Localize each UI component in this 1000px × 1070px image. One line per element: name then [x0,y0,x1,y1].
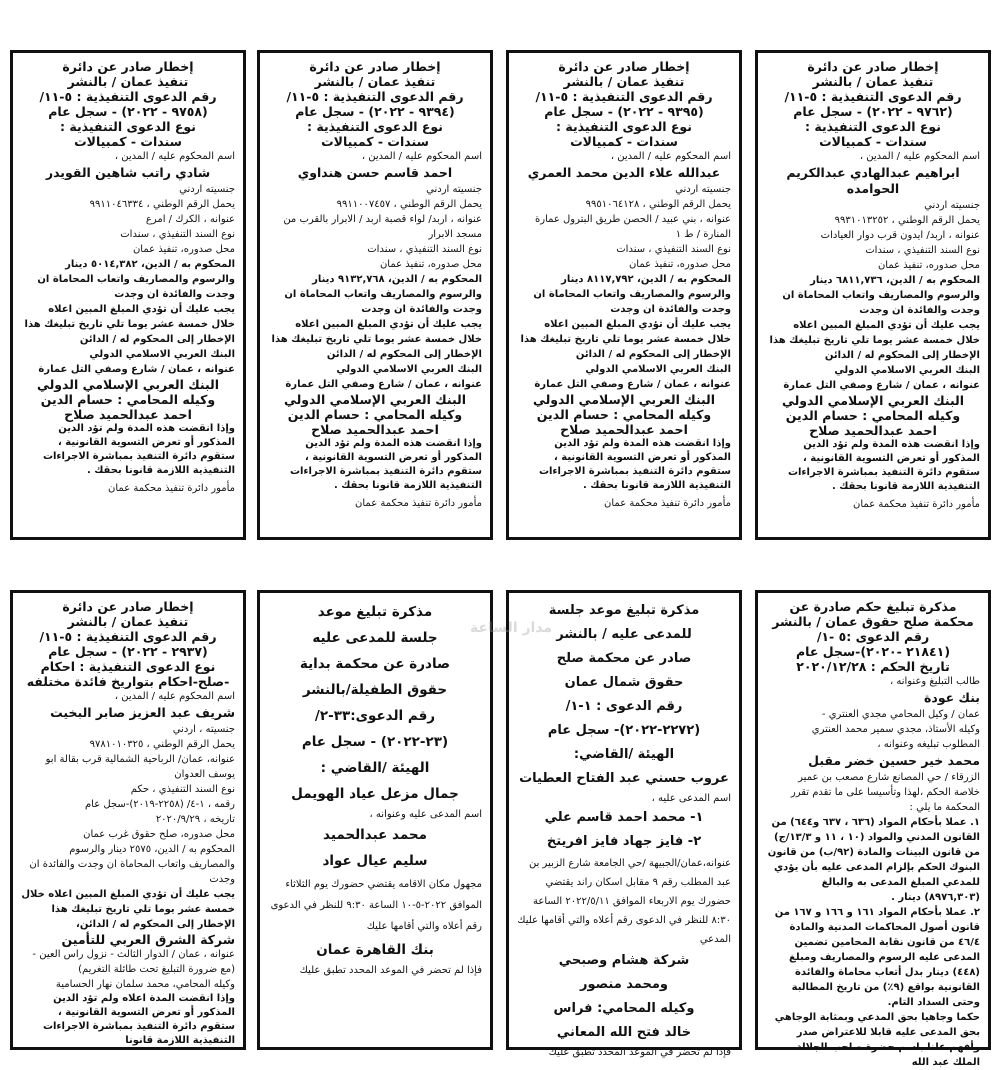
debtor-name: عبدالله علاء الدين محمد العمري [527,165,721,180]
notice-line: عنوانه ، عمان / شارع وصفي التل عمارة [783,380,980,391]
notice-line: يحمل الرقم الوطني ، ٩٩٥١٠٦٤١٢٨ [585,199,731,210]
notice-line: محل صدوره، تنفيذ عمان [877,260,980,271]
notice-line: يجب عليك أن تؤدي المبلغ المبين اعلاه [544,319,731,330]
hearing2-header: جلسة للمدعى عليه [312,630,438,646]
hearing2-header: حقوق الطفيلة/بالنشر [302,682,448,698]
debtor-name: احمد قاسم حسن هنداوي [297,165,453,180]
notice-line: المحكوم به / الدين، ٨١١٧,٧٩٢ دينار والرسوم والمصاريف واتعاب المحاماة ان وجدت والفائدة ان وجدت [533,274,731,315]
hearing-header: (٢٢٧٢-٢٠٢٢)- سجل عام [547,723,701,738]
hearing-defendants-label: اسم المدعى عليه ، [651,793,731,804]
notice-line: خلال خمسة عشر يوما تلي تاريخ تبليغك هذا الإخطار إلى المحكوم له / الدائن [271,334,482,360]
bl-header: رقم الدعوى التنفيذية : ٥-١١/ [39,629,217,644]
creditor-name: البنك العربي الإسلامي الدولي [283,392,467,407]
notice-header: إخطار صادر عن دائرة [807,59,939,74]
closing-text: وإذا انقضت هذه المدة ولم تؤد الدين المذكور أو تعرض التسوية القانونية ، ستقوم دائرة التنفيذ بمباشرة الاجراءات التنفيذية اللازمة قانونا بحقك . [538,438,731,491]
hearing2-header: رقم الدعوى:٣٣-٢/ [314,708,436,724]
notice-line: جنسيته اردني [426,184,482,195]
signature: مأمور دائرة تنفيذ محكمة عمان [853,499,980,510]
notice-header: تنفيذ عمان / بالنشر [812,74,934,89]
notice-header: (٩٣٩٥ - ٢٠٢٢) - سجل عام [544,104,704,119]
notice-line: خلال خمسة عشر يوما تلي تاريخ تبليغك هذا الإخطار إلى المحكوم له / الدائن [24,319,235,345]
notice-line: عنوانه ، اربد/ لواء قصبة اربد / الابرار بالقرب من مسجد الابرار [283,214,482,240]
hearing-plaintiff: شركة هشام وصبحي [558,953,690,968]
hearing-body: عنوانه،عمان/الجبيهة /حي الجامعة شارع الزبير بن عبد المطلب رقم ٩ مقابل اسكان راند يقتضي حضورك يوم الاربعاء الموافق ٢٠٢٢/٥/١١ الساعة ٨:٣٠ للنظر في الدعوى رقم أعلاه والتي أقامها عليك المدعي [517,858,731,945]
notice-box [755,50,991,540]
bl-debtor-label: اسم المحكوم عليه / المدين ، [114,691,235,702]
debtor-label: اسم المحكوم عليه / المدين ، [859,151,980,162]
notice-line: المحكوم به / الدين، ٦٨١١,٧٣٦ دينار والرسوم والمصاريف واتعاب المحاماة ان وجدت والفائدة ان وجدت [782,275,980,316]
judgment-header-1: محكمة صلح حقوق عمان / بالنشر [772,614,974,629]
hearing-plaintiff: ومحمد منصور [579,977,669,992]
hearing-header: الهيئة /القاضي: [573,747,675,762]
notice-line: عنوانه ، بني عبيد / الحصن طريق البترول عمارة المنارة / ط ١ [535,214,731,240]
notice-header: سندات - كمبيالات [74,134,182,149]
lawyer-label: وكيله المحامي : حسام الدين [287,407,463,422]
lawyer-name: احمد عبدالحميد صلاح [809,423,937,438]
notice-line: عنوانه ، عمان / شارع وصفي التل عمارة [285,379,482,390]
hearing-header: حقوق شمال عمان [564,675,684,690]
closing-text: وإذا انقضت هذه المدة ولم تؤد الدين المذكور أو تعرض التسوية القانونية ، ستقوم دائرة التنفيذ بمباشرة الاجراءات التنفيذية اللازمة قانونا بحقك . [289,438,482,491]
notice-header: رقم الدعوى التنفيذية : ٥-١١/ [39,89,217,104]
creditor-name: البنك العربي الإسلامي الدولي [36,377,220,392]
notice-line: يحمل الرقم الوطني ، ٩٩١١٠٠٧٤٥٧ [336,199,482,210]
bl-line2: وكيله المحامي، محمد سلمان نهار الحسامية [55,979,235,990]
judgment-defendant: محمد خير حسين خضر مقبل [808,753,980,768]
notice-line: المحكوم به / الدين، ٥٠١٤,٣٨٢ دينار والرسوم والمصاريف واتعاب المحاماة ان وجدت والفائدة ان وجدت [37,259,235,300]
notice-line: نوع السند التنفيذي ، سندات [616,244,731,255]
hearing-closing: فإذا لم تحضر في الموعد المحدد تطبق عليك [548,1047,731,1058]
notice-line: المحكوم به / الدين، ٩١٣٢,٧٦٨ دينار والرسوم والمصاريف واتعاب المحاماة ان وجدت والفائدة ان وجدت [284,274,482,315]
lawyer-label: وكيله المحامي : حسام الدين [40,392,216,407]
hearing-judge: عروب حسني عبد الفتاح العطيات [519,771,729,786]
notice-line: عنوانه ، اربد/ ايدون قرب دوار العيادات [820,230,980,241]
notice-header: سندات - كمبيالات [321,134,429,149]
notice-header: تنفيذ عمان / بالنشر [67,74,189,89]
hearing-plaintiff: خالد فتح الله المعاني [556,1025,692,1040]
notice-line: جنسيته اردني [675,184,731,195]
bl-line: يجب عليك أن تؤدي المبلغ المبين اعلاه خلال خمسة عشر يوما تلي تاريخ تبليغك هذا الإخطار إلى المحكوم له / الدائن، [21,889,235,930]
notice-line: خلال خمسة عشر يوما تلي تاريخ تبليغك هذا الإخطار إلى المحكوم له / الدائن [769,335,980,361]
notice-line: نوع السند التنفيذي ، سندات [367,244,482,255]
judgment-line: خلاصة الحكم ،لهذا وتأسيسا على ما تقدم تقرر المحكمة ما يلي : [790,787,980,813]
signature: مأمور دائرة تنفيذ محكمة عمان [355,498,482,509]
judgment-line: وكيله الأستاذ، مجدي سمير محمد العنتري [811,724,980,735]
notice-box [10,50,246,540]
notice-header: (٩٧٥٨ - ٢٠٢٢) - سجل عام [48,104,208,119]
bl-header: (٢٩٣٧ - ٢٠٢٢) - سجل عام [48,644,208,659]
hearing-header: صادر عن محكمة صلح [556,651,692,666]
hearing-notice-box-2 [257,590,493,1050]
hearing-header: للمدعى عليه / بالنشر [556,627,692,642]
judgment-line: الزرقاء / حي المصانع شارع مصعب بن عمير [798,772,980,783]
judgment-line: ٢. عملا بأحكام المواد ١٦١ و ١٦٦ و ١٦٧ من قانون أصول المحاكمات المدنية والمادة ٤٦/٤ من قانون نقابة المحامين تضمين المدعى عليه الرسوم والمصاريف ومبلغ (٤٤٨) دينار بدل أتعاب محاماة والفائدة القانونية بواقع (٩٪) من تاريخ المطالبة وحتى السداد التام. [774,907,980,1008]
judgment-line: طالب التبليغ وعنوانه ، [889,676,980,687]
bl-closing: وإذا انقضت المدة اعلاه ولم تؤد الدين المذكور أو تعرض التسوية القانونية ، ستقوم دائرة التنفيذ بمباشرة الاجراءات التنفيذية اللازمة قانونا [42,993,235,1046]
notice-header: تنفيذ عمان / بالنشر [314,74,436,89]
notice-header: رقم الدعوى التنفيذية : ٥-١١/ [535,89,713,104]
notice-line: البنك العربي الاسلامي الدولي [336,364,482,375]
notice-header: (٩٧٦٢ - ٢٠٢٢) - سجل عام [793,104,953,119]
hearing2-defendant: سليم عيال عواد [322,853,428,869]
notice-header: (٩٣٩٤ - ٢٠٢٢) - سجل عام [295,104,455,119]
lawyer-name: احمد عبدالحميد صلاح [64,407,192,422]
notice-header: نوع الدعوى التنفيذية : [556,119,692,134]
notice-header: سندات - كمبيالات [570,134,678,149]
notice-line: نوع السند التنفيذي ، سندات [865,245,980,256]
notice-line: يجب عليك أن تؤدي المبلغ المبين اعلاه [793,320,980,331]
lawyer-name: احمد عبدالحميد صلاح [311,422,439,437]
watermark: مدار الساعة [470,620,553,636]
hearing2-judge: جمال مزعل عياد الهويمل [291,786,459,802]
bl-line: يحمل الرقم الوطني ، ٩٧٨١٠١٠٣٢٥ [89,739,235,750]
creditor-name: البنك العربي الإسلامي الدولي [781,393,965,408]
bl-line: نوع السند التنفيذي ، حكم [130,784,235,795]
notice-line: البنك العربي الاسلامي الدولي [89,349,235,360]
notice-line: يحمل الرقم الوطني ، ٩٩٣١٠١٣٢٥٢ [834,215,980,226]
hearing2-defendant: محمد عبدالحميد [323,827,427,843]
notice-line: محل صدوره، تنفيذ عمان [132,244,235,255]
notice-line: عنوانه ، عمان / شارع وصفي التل عمارة [38,364,235,375]
lawyer-name: احمد عبدالحميد صلاح [560,422,688,437]
notice-header: نوع الدعوى التنفيذية : [60,119,196,134]
bl-line2: عنوانه ، عمان / الدوار الثالث - نزول راس العين - (مع ضرورة التبليغ تحت طائلة التغريم) [32,949,235,975]
bl-header: -صلح-احكام بتواريخ فائدة مختلفه [26,674,230,689]
bl-creditor: شركة الشرق العربي للتأمين [61,932,235,947]
judgment-header-0: مذكرة تبليغ حكم صادرة عن [789,599,957,614]
hearing2-plaintiff: بنك القاهرة عمان [316,942,434,958]
notice-header: نوع الدعوى التنفيذية : [805,119,941,134]
hearing2-header: صادرة عن محكمة بداية [299,656,451,672]
hearing2-defendants-label: اسم المدعى عليه وعنوانه ، [369,809,482,820]
hearing-notice-box [506,590,742,1058]
notice-box-bottom-left [10,590,246,1050]
notice-header: سندات - كمبيالات [819,134,927,149]
notice-header: رقم الدعوى التنفيذية : ٥-١١/ [784,89,962,104]
closing-text: وإذا انقضت هذه المدة ولم تؤد الدين المذكور أو تعرض التسوية القانونية ، ستقوم دائرة التنفيذ بمباشرة الاجراءات التنفيذية اللازمة قانونا بحقك . [787,439,980,492]
judgment-line: عمان / وكيل المحامي مجدي العنتري - [821,709,980,720]
lawyer-label: وكيله المحامي : حسام الدين [536,407,712,422]
bl-line: رقمه ، ١-٤/ (٢٢٥٨-٢٠١٩)-سجل عام [84,799,235,810]
signature: مأمور دائرة تنفيذ محكمة عمان [108,483,235,494]
debtor-label: اسم المحكوم عليه / المدين ، [361,151,482,162]
notice-line: يحمل الرقم الوطني ، ٩٩١١٠٤٦٣٣٤ [89,199,235,210]
notice-line: يجب عليك أن تؤدي المبلغ المبين اعلاه [48,304,235,315]
hearing2-header: مذكرة تبليغ موعد [317,604,433,620]
judgment-line: المطلوب تبليغه وعنوانه ، [877,739,980,750]
bl-debtor-name: شريف عبد العزيز صابر البخيت [50,705,235,720]
notice-header: إخطار صادر عن دائرة [558,59,690,74]
creditor-name: البنك العربي الإسلامي الدولي [532,392,716,407]
notice-header: إخطار صادر عن دائرة [309,59,441,74]
judgment-header-4: تاريخ الحكم : ٢٠٢٠/١٢/٢٨ [796,659,950,674]
notice-line: محل صدوره، تنفيذ عمان [628,259,731,270]
bl-line: عنوانه، عمان/ الرباحية الشمالية قرب بقالة ابو يوسف العدوان [45,754,235,780]
hearing-defendant: ٢- فايز جهاد فايز افريتخ [546,834,702,849]
bl-header: تنفيذ عمان / بالنشر [67,614,189,629]
closing-text: وإذا انقضت هذه المدة ولم تؤد الدين المذكور أو تعرض التسوية القانونية ، ستقوم دائرة التنفيذ بمباشرة الاجراءات التنفيذية اللازمة قانونا بحقك . [42,423,235,476]
debtor-name: ابراهيم عبدالهادي عبدالكريم الحوامده [786,165,960,196]
hearing2-header: (٢٣-٢٠٢٢) - سجل عام [301,734,449,750]
hearing-header: مذكرة تبليغ موعد جلسة [548,603,700,618]
hearing-plaintiff: وكيله المحامي: فراس [553,1001,695,1016]
bl-line: محل صدوره، صلح حقوق غرب عمان [83,829,235,840]
notice-line: نوع السند التنفيذي ، سندات [120,229,235,240]
notice-header: رقم الدعوى التنفيذية : ٥-١١/ [286,89,464,104]
notice-header: نوع الدعوى التنفيذية : [307,119,443,134]
notice-line: جنسيته اردني [179,184,235,195]
bl-header: إخطار صادر عن دائرة [62,599,194,614]
notice-line: عنوانه ، عمان / شارع وصفي التل عمارة [534,379,731,390]
notice-line: جنسيته اردني [924,200,980,211]
hearing-header: رقم الدعوى : ١-١/ [565,699,683,714]
bl-line: جنسيته ، اردني [172,724,235,735]
judgment-notice-box [755,590,991,1068]
bl-line: تاريخه ، ٢٠٢٠/٩/٢٩ [155,814,235,825]
judgment-header-2: رقم الدعوى :٥ -١/ [816,629,930,644]
lawyer-label: وكيله المحامي : حسام الدين [785,408,961,423]
notice-line: يجب عليك أن تؤدي المبلغ المبين اعلاه [295,319,482,330]
judgment-line: ١. عملا بأحكام المواد (٦٣٦ ، ٦٣٧ و٦٤٤) من القانون المدني والمواد (١٠ ، ١١ و ١٣/٣/ج) من قانون البينات والمادة (٩٢/ب) من قانون البنوك الحكم بإلزام المدعى عليه بأن يؤدي للمدعي المبلغ المدعى به والبالغ (٨٩٧٦,٣٠٣) دينار . [767,817,980,903]
signature: مأمور دائرة تنفيذ محكمة عمان [604,498,731,509]
notice-line: محل صدوره، تنفيذ عمان [379,259,482,270]
hearing2-header: الهيئة /القاضي : [320,760,430,776]
notice-header: تنفيذ عمان / بالنشر [563,74,685,89]
notice-line: عنوانه ، الكرك / امرع [145,214,235,225]
hearing2-body: مجهول مكان الاقامه يقتضي حضورك يوم الثلاثاء الموافق ٢٠٢٢-٥-١٠ الساعة ٩:٣٠ للنظر في الدعوى رقم أعلاه والتي أقامها عليك [270,879,482,932]
notice-line: البنك العربي الاسلامي الدولي [585,364,731,375]
debtor-label: اسم المحكوم عليه / المدين ، [114,151,235,162]
judgment-requester: بنك عودة [924,690,980,705]
bl-header: نوع الدعوى التنفيذية : احكام [40,659,216,674]
bl-line: المحكوم به / الدين، ٢٥٧٥ دينار والرسوم والمصاريف واتعاب المحاماة ان وجدت والفائدة ان وجدت [29,844,235,885]
hearing-defendant: ١- محمد احمد قاسم علي [544,810,704,825]
notice-box [257,50,493,540]
notice-box [506,50,742,540]
judgment-line: حكما وجاهيا بحق المدعي وبمثابة الوجاهي بحق المدعى عليه قابلا للاعتراض صدر وأفهم علنا باسم حضرة صاحب الجلالة الملك عبد الله [774,1012,980,1068]
debtor-name: شادي راتب شاهين القويدر [45,165,211,180]
judgment-header-3: (٢١٨٤١ -٢٠٢٠)-سجل عام [795,644,951,659]
hearing2-closing: فإذا لم تحضر في الموعد المحدد تطبق عليك [299,965,482,976]
debtor-label: اسم المحكوم عليه / المدين ، [610,151,731,162]
notice-header: إخطار صادر عن دائرة [62,59,194,74]
notice-line: خلال خمسة عشر يوما تلي تاريخ تبليغك هذا الإخطار إلى المحكوم له / الدائن [520,334,731,360]
notice-line: البنك العربي الاسلامي الدولي [834,365,980,376]
